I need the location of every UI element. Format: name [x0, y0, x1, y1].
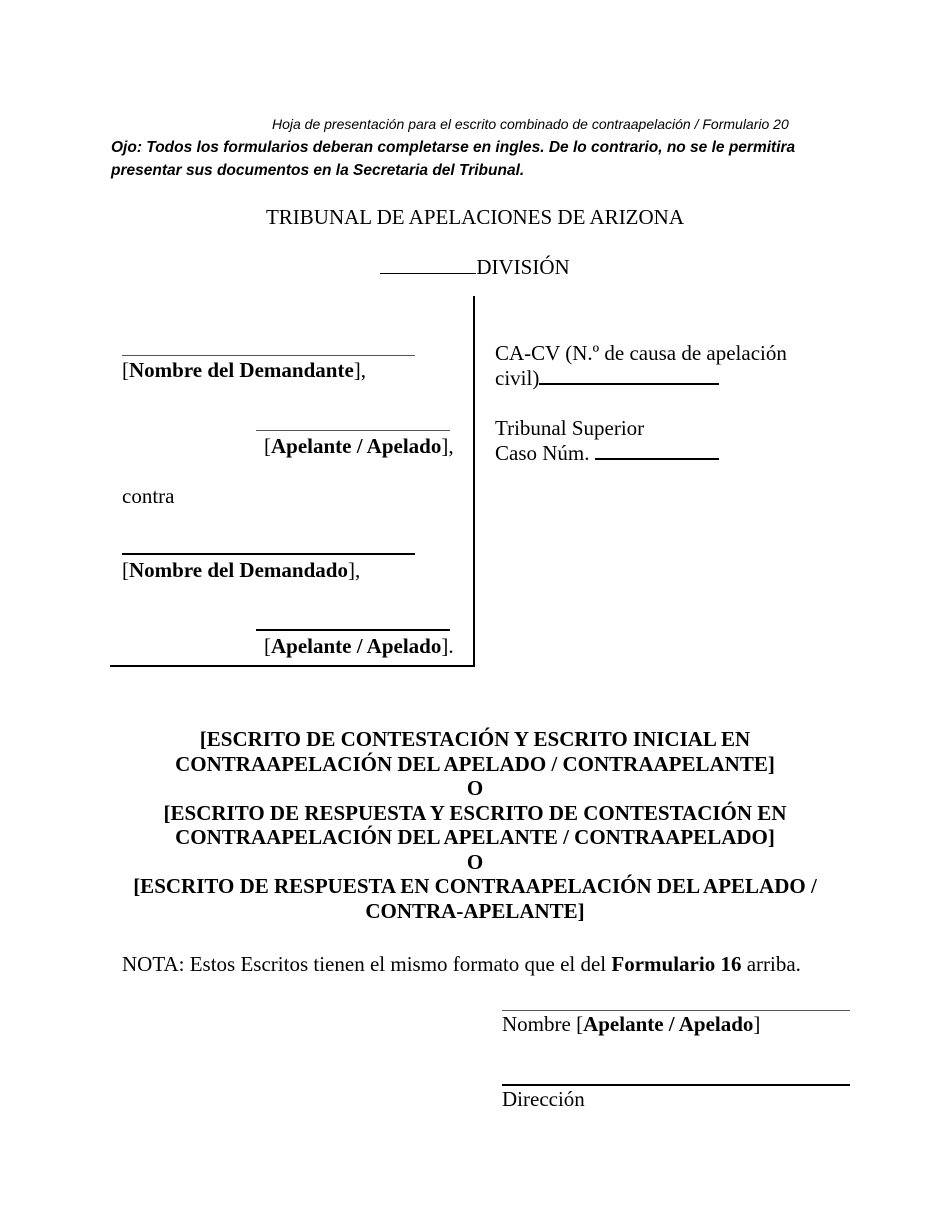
brief-option2-line2: CONTRAAPELACIÓN DEL APELANTE / CONTRAAPELADO] — [175, 825, 775, 849]
signer-name-blank[interactable] — [502, 1010, 850, 1011]
appeal-number-block — [495, 341, 835, 391]
division-label: DIVISIÓN — [476, 255, 570, 279]
defendant-role-label: [Apelante / Apelado]. — [264, 634, 454, 658]
superior-court-block — [495, 416, 835, 466]
plaintiff-name-blank[interactable] — [122, 355, 415, 356]
plaintiff-role-placeholder: Apelante / Apelado — [271, 434, 442, 458]
or-separator-2: O — [466, 849, 484, 874]
appeal-number-blank[interactable] — [539, 382, 719, 385]
address-label: Dirección — [502, 1087, 585, 1111]
caption-divider-vertical — [473, 296, 475, 666]
plaintiff-name-label: [Nombre del Demandante], — [122, 358, 367, 382]
case-number-blank[interactable] — [595, 457, 719, 460]
defendant-role-blank[interactable] — [256, 629, 450, 631]
brief-option3-line2: CONTRA-APELANTE] — [365, 898, 585, 923]
brief-option1-line2: CONTRAAPELACIÓN DEL APELADO / CONTRAAPELANTE] — [175, 751, 775, 776]
brief-option1-line1: [ESCRITO DE CONTESTACIÓN Y ESCRITO INICIAL EN — [199, 727, 751, 751]
signer-name-label: Nombre [Apelante / Apelado] — [502, 1012, 761, 1036]
brief-option3-line1: [ESCRITO DE RESPUESTA EN CONTRAAPELACIÓN DEL APELADO / — [133, 874, 817, 898]
appeal-number-label-line2: civil) — [495, 366, 835, 391]
court-name: TRIBUNAL DE APELACIONES DE ARIZONA — [265, 205, 685, 229]
plaintiff-name-placeholder: Nombre del Demandante — [129, 358, 354, 382]
address-blank[interactable] — [502, 1084, 850, 1086]
language-warning: Ojo: Todos los formularios deberan completarse en ingles. De lo contrario, no se le permitira presentar sus documentos en la Secretaria del Tribunal. — [111, 139, 796, 179]
form-reference: Formulario 16 — [611, 952, 742, 976]
format-note: NOTA: Estos Escritos tienen el mismo formato que el del Formulario 16 arriba. — [122, 952, 801, 976]
form-header-title: Hoja de presentación para el escrito combinado de contraapelación / Formulario 20 — [272, 116, 789, 132]
case-number-line: Caso Núm. — [495, 441, 835, 466]
versus-label: contra — [122, 484, 175, 508]
plaintiff-role-label: [Apelante / Apelado], — [264, 434, 454, 458]
appeal-number-label-line1: CA-CV (N.º de causa de apelación — [495, 341, 787, 365]
defendant-role-placeholder: Apelante / Apelado — [271, 634, 442, 658]
defendant-name-blank[interactable] — [122, 553, 415, 555]
or-separator-1: O — [466, 776, 484, 800]
defendant-name-placeholder: Nombre del Demandado — [129, 558, 348, 582]
brief-option2-line1: [ESCRITO DE RESPUESTA Y ESCRITO DE CONTESTACIÓN EN — [163, 800, 787, 825]
signer-role-placeholder: Apelante / Apelado — [583, 1012, 754, 1036]
defendant-name-label: [Nombre del Demandado], — [122, 558, 361, 582]
division-blank[interactable] — [380, 272, 476, 274]
brief-title-options — [0, 727, 950, 923]
caption-divider-bottom — [110, 665, 475, 667]
division-line — [0, 255, 950, 280]
superior-court-label: Tribunal Superior — [495, 416, 645, 440]
plaintiff-role-blank[interactable] — [256, 430, 450, 431]
